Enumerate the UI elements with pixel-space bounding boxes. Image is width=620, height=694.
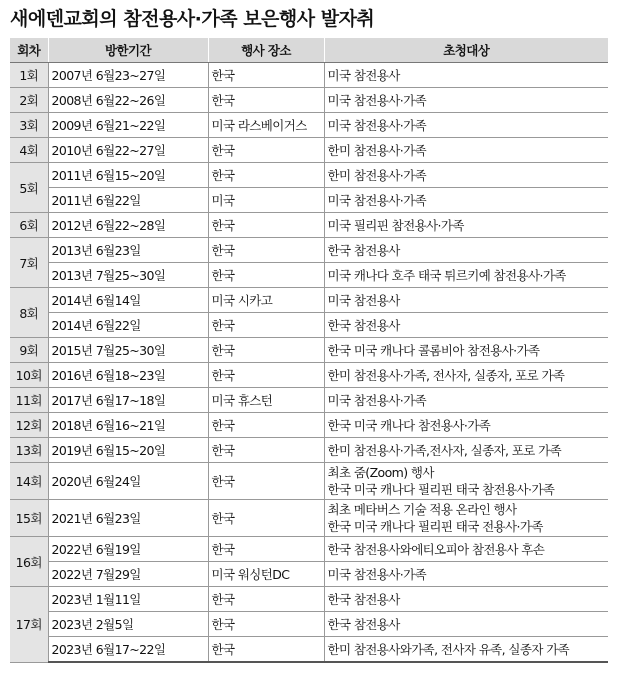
target-cell bbox=[324, 388, 608, 413]
period-cell: 2007년 6월23~27일 bbox=[48, 63, 208, 88]
target-cell bbox=[324, 562, 608, 587]
session-cell: 5회 bbox=[10, 163, 48, 213]
table-row bbox=[10, 313, 608, 338]
table-row bbox=[10, 562, 608, 587]
session-cell: 12회 bbox=[10, 413, 48, 438]
target-cell bbox=[324, 413, 608, 438]
table-row bbox=[10, 612, 608, 637]
target-line: 한미 참전용사·가족 bbox=[327, 168, 427, 183]
period-cell: 2020년 6월24일 bbox=[48, 463, 208, 500]
place-cell: 한국 bbox=[208, 338, 324, 363]
session-cell: 9회 bbox=[10, 338, 48, 363]
place-cell: 한국 bbox=[208, 238, 324, 263]
target-cell bbox=[324, 463, 608, 500]
period-cell: 2008년 6월22~26일 bbox=[48, 88, 208, 113]
target-line: 한국 참전용사 bbox=[327, 592, 400, 607]
table-row bbox=[10, 238, 608, 263]
target-cell bbox=[324, 363, 608, 388]
period-cell: 2023년 1월11일 bbox=[48, 587, 208, 612]
target-cell bbox=[324, 537, 608, 562]
period-cell: 2010년 6월22~27일 bbox=[48, 138, 208, 163]
session-cell: 16회 bbox=[10, 537, 48, 587]
table-row bbox=[10, 88, 608, 113]
session-cell: 1회 bbox=[10, 63, 48, 88]
target-cell bbox=[324, 63, 608, 88]
target-line: 미국 참전용사 bbox=[327, 68, 400, 83]
period-cell: 2018년 6월16~21일 bbox=[48, 413, 208, 438]
target-line: 최초 줌(Zoom) 행사 bbox=[327, 465, 434, 480]
place-cell: 한국 bbox=[208, 537, 324, 562]
table-row bbox=[10, 438, 608, 463]
period-cell: 2011년 6월15~20일 bbox=[48, 163, 208, 188]
header-period: 방한기간 bbox=[48, 38, 208, 63]
table-row bbox=[10, 500, 608, 537]
table-row bbox=[10, 213, 608, 238]
target-cell bbox=[324, 288, 608, 313]
session-cell: 2회 bbox=[10, 88, 48, 113]
period-cell: 2023년 2월5일 bbox=[48, 612, 208, 637]
target-line: 한국 미국 캐나다 참전용사·가족 bbox=[327, 418, 491, 433]
header-session: 회차 bbox=[10, 38, 48, 63]
target-line: 한국 미국 캐나다 콜롬비아 참전용사·가족 bbox=[327, 343, 540, 358]
target-line: 한국 참전용사와에티오피아 참전용사 후손 bbox=[327, 542, 545, 557]
place-cell: 한국 bbox=[208, 213, 324, 238]
place-cell: 한국 bbox=[208, 88, 324, 113]
period-cell: 2019년 6월15~20일 bbox=[48, 438, 208, 463]
place-cell: 한국 bbox=[208, 163, 324, 188]
period-cell: 2013년 7월25~30일 bbox=[48, 263, 208, 288]
place-cell: 한국 bbox=[208, 587, 324, 612]
session-cell: 6회 bbox=[10, 213, 48, 238]
page-title: 새에덴교회의 참전용사·가족 보은행사 발자취 bbox=[10, 8, 375, 30]
target-line: 한미 참전용사와가족, 전사자 유족, 실종자 가족 bbox=[327, 642, 570, 657]
period-cell: 2014년 6월14일 bbox=[48, 288, 208, 313]
place-cell: 미국 라스베이거스 bbox=[208, 113, 324, 138]
period-cell: 2017년 6월17~18일 bbox=[48, 388, 208, 413]
target-cell bbox=[324, 338, 608, 363]
period-cell: 2021년 6월23일 bbox=[48, 500, 208, 537]
session-cell: 17회 bbox=[10, 587, 48, 663]
table-row bbox=[10, 188, 608, 213]
place-cell: 미국 시카고 bbox=[208, 288, 324, 313]
header-row bbox=[10, 38, 608, 63]
target-line: 한국 참전용사 bbox=[327, 318, 400, 333]
session-cell: 10회 bbox=[10, 363, 48, 388]
header-target: 초청대상 bbox=[324, 38, 608, 63]
table-row bbox=[10, 338, 608, 363]
table-row bbox=[10, 138, 608, 163]
period-cell: 2013년 6월23일 bbox=[48, 238, 208, 263]
table-row bbox=[10, 587, 608, 612]
target-cell bbox=[324, 263, 608, 288]
period-cell: 2023년 6월17~22일 bbox=[48, 637, 208, 663]
place-cell: 미국 휴스턴 bbox=[208, 388, 324, 413]
target-cell bbox=[324, 213, 608, 238]
table-row bbox=[10, 388, 608, 413]
table-row bbox=[10, 63, 608, 88]
table-row bbox=[10, 288, 608, 313]
target-line: 한미 참전용사·가족, 전사자, 실종자, 포로 가족 bbox=[327, 368, 565, 383]
target-line: 한국 미국 캐나다 필리핀 태국 전용사·가족 bbox=[327, 519, 543, 534]
period-cell: 2011년 6월22일 bbox=[48, 188, 208, 213]
session-cell: 4회 bbox=[10, 138, 48, 163]
session-cell: 11회 bbox=[10, 388, 48, 413]
table-row bbox=[10, 113, 608, 138]
place-cell: 미국 bbox=[208, 188, 324, 213]
table-row bbox=[10, 637, 608, 663]
table-row bbox=[10, 363, 608, 388]
target-line: 한미 참전용사·가족 bbox=[327, 143, 427, 158]
target-line: 한국 참전용사 bbox=[327, 243, 400, 258]
session-cell: 7회 bbox=[10, 238, 48, 288]
period-cell: 2022년 6월19일 bbox=[48, 537, 208, 562]
table-row bbox=[10, 263, 608, 288]
target-cell bbox=[324, 438, 608, 463]
session-cell: 13회 bbox=[10, 438, 48, 463]
period-cell: 2016년 6월18~23일 bbox=[48, 363, 208, 388]
place-cell: 한국 bbox=[208, 263, 324, 288]
place-cell: 한국 bbox=[208, 500, 324, 537]
table-row bbox=[10, 537, 608, 562]
place-cell: 한국 bbox=[208, 363, 324, 388]
target-cell bbox=[324, 88, 608, 113]
period-cell: 2015년 7월25~30일 bbox=[48, 338, 208, 363]
target-line: 최초 메타버스 기술 적용 온라인 행사 bbox=[327, 502, 517, 517]
place-cell: 한국 bbox=[208, 612, 324, 637]
period-cell: 2009년 6월21~22일 bbox=[48, 113, 208, 138]
target-line: 미국 참전용사·가족 bbox=[327, 193, 427, 208]
target-line: 한미 참전용사·가족,전사자, 실종자, 포로 가족 bbox=[327, 443, 562, 458]
target-cell bbox=[324, 163, 608, 188]
history-table bbox=[10, 38, 608, 663]
table-row bbox=[10, 463, 608, 500]
target-line: 미국 참전용사·가족 bbox=[327, 393, 427, 408]
place-cell: 한국 bbox=[208, 637, 324, 663]
session-cell: 3회 bbox=[10, 113, 48, 138]
target-cell bbox=[324, 587, 608, 612]
target-line: 미국 캐나다 호주 태국 튀르키예 참전용사·가족 bbox=[327, 268, 566, 283]
target-cell bbox=[324, 188, 608, 213]
target-cell bbox=[324, 238, 608, 263]
target-cell bbox=[324, 637, 608, 663]
target-cell bbox=[324, 113, 608, 138]
session-cell: 14회 bbox=[10, 463, 48, 500]
target-line: 미국 참전용사·가족 bbox=[327, 567, 427, 582]
place-cell: 미국 워싱턴DC bbox=[208, 562, 324, 587]
period-cell: 2012년 6월22~28일 bbox=[48, 213, 208, 238]
place-cell: 한국 bbox=[208, 463, 324, 500]
target-cell bbox=[324, 612, 608, 637]
session-cell: 15회 bbox=[10, 500, 48, 537]
table-row bbox=[10, 413, 608, 438]
target-line: 미국 참전용사 bbox=[327, 293, 400, 308]
table-body bbox=[10, 63, 608, 663]
place-cell: 한국 bbox=[208, 138, 324, 163]
header-place: 행사 장소 bbox=[208, 38, 324, 63]
place-cell: 한국 bbox=[208, 413, 324, 438]
place-cell: 한국 bbox=[208, 313, 324, 338]
target-cell bbox=[324, 138, 608, 163]
target-line: 미국 참전용사·가족 bbox=[327, 93, 427, 108]
target-line: 한국 미국 캐나다 필리핀 태국 참전용사·가족 bbox=[327, 482, 555, 497]
target-line: 미국 필리핀 참전용사·가족 bbox=[327, 218, 464, 233]
place-cell: 한국 bbox=[208, 438, 324, 463]
table-row bbox=[10, 163, 608, 188]
period-cell: 2022년 7월29일 bbox=[48, 562, 208, 587]
target-cell bbox=[324, 313, 608, 338]
period-cell: 2014년 6월22일 bbox=[48, 313, 208, 338]
target-line: 미국 참전용사·가족 bbox=[327, 118, 427, 133]
target-cell bbox=[324, 500, 608, 537]
place-cell: 한국 bbox=[208, 63, 324, 88]
session-cell: 8회 bbox=[10, 288, 48, 338]
target-line: 한국 참전용사 bbox=[327, 617, 400, 632]
